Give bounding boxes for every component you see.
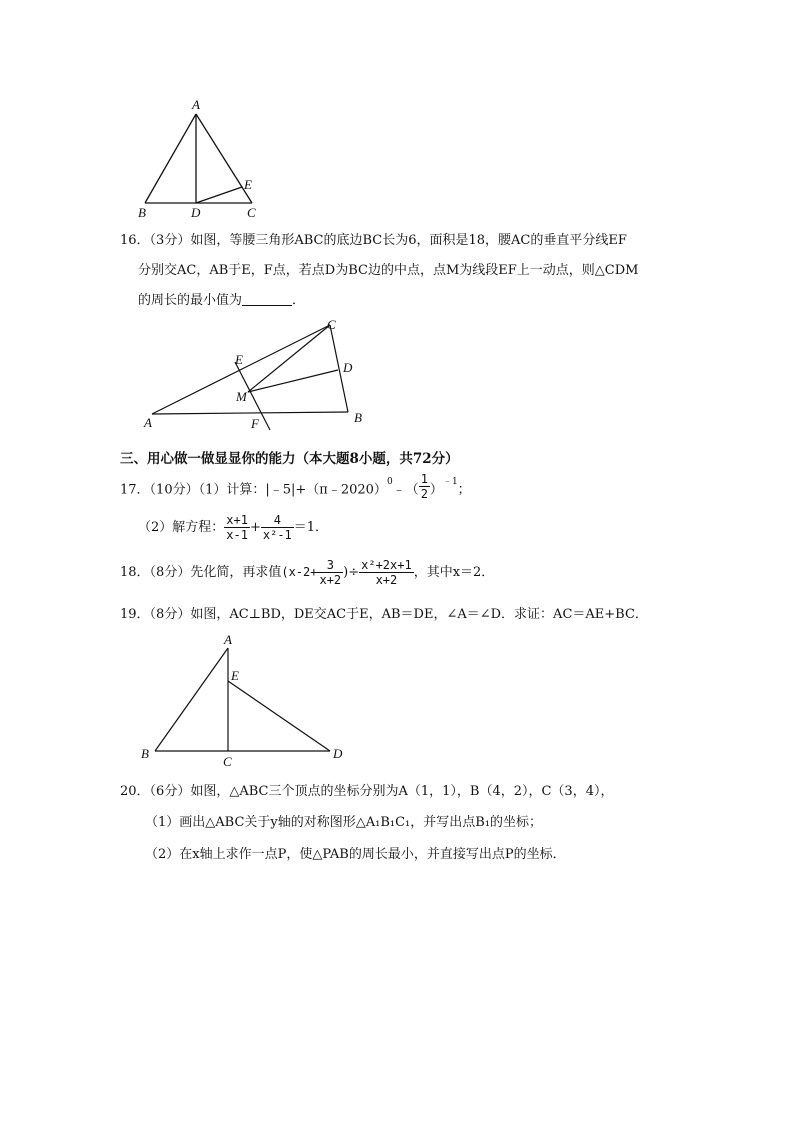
label-E: E (231, 668, 239, 683)
label-A: A (144, 415, 152, 430)
label-A: A (224, 632, 232, 647)
segment-AB (155, 648, 228, 751)
label-B: B (354, 410, 362, 425)
label-C: C (327, 317, 336, 332)
q16-period: ． (292, 293, 306, 308)
q20-part1: （1）画出△ABC关于y轴的对称图形△A₁B₁C₁，并写出点B₁的坐标； (145, 815, 543, 830)
label-E: E (235, 352, 243, 367)
q18-tail: ，其中x＝2． (413, 565, 495, 580)
q17-eq-end: ＝1． (293, 520, 329, 535)
q19-text: 如图，AC⊥BD，DE交AC于E，AB＝DE，∠A＝∠D．求证：AC＝AE+BC． (190, 607, 648, 622)
q19-number: 19． (120, 607, 150, 622)
q17-fraction: $\frac{1}{2}$ (420, 472, 428, 502)
q16-number: 16． (120, 233, 150, 248)
label-C: C (247, 205, 256, 220)
q17-score: （10分） (149, 482, 199, 498)
q17-eq-fraction-2: $\frac{4}{\text{x²-1}}$ (262, 513, 292, 542)
q17-exp-neg1: ﹣1 (442, 477, 458, 487)
q17-exp0: 0 (386, 477, 393, 487)
q17-part1-label: （1）计算： (198, 482, 266, 498)
q17-close: ） (429, 482, 443, 498)
label-D: D (333, 746, 343, 761)
label-F: F (251, 416, 259, 431)
q17-minus: ﹣（ (392, 482, 419, 498)
label-M: M (236, 389, 247, 404)
q16-line2: 分别交AC，AB于E，F点，若点D为BC边的中点，点M为线段EF上一动点，则△CDM (138, 263, 639, 278)
q17-part2-label: （2）解方程： (138, 520, 225, 535)
label-D: D (343, 360, 353, 375)
q18-number: 18． (120, 565, 150, 580)
q18-expr-open: (x-2+ (281, 565, 318, 579)
q17-expr-a: |﹣5|+（π﹣2020） (265, 482, 387, 498)
q17-end: ； (457, 482, 471, 498)
q16-score: （3分） (149, 233, 191, 248)
q18-score: （8分） (149, 565, 191, 580)
q18-expr-close: )÷ (343, 565, 360, 580)
q20-score: （6分） (149, 784, 191, 799)
q17-number: 17． (120, 482, 150, 498)
section-3-heading: 三、用心做一做显显你的能力（本大题8小题，共72分） (120, 451, 459, 467)
label-B: B (138, 205, 146, 220)
label-C: C (223, 754, 232, 769)
label-A: A (192, 97, 200, 112)
q16-text-3: 的周长的最小值为 (138, 293, 243, 308)
q20-part2: （2）在x轴上求作一点P，使△PAB的周长最小，并直接写出点P的坐标． (145, 847, 566, 862)
q20-line (120, 780, 613, 799)
label-E: E (244, 177, 252, 192)
q18-fraction-2: $\frac{\text{x²+2x+1}}{x+2}$ (361, 558, 412, 587)
q17-eq-fraction-1: $\frac{x+1}{x-1}$ (226, 513, 248, 542)
q17-plus: + (249, 520, 261, 535)
q18-fraction-1: $\frac{3}{x+2}$ (319, 558, 342, 587)
label-D: D (191, 205, 201, 220)
q19-score: （8分） (149, 607, 191, 622)
label-B: B (141, 746, 149, 761)
q20-text: 如图，△ABC三个顶点的坐标分别为A（1，1），B（4，2），C（3，4）， (190, 784, 614, 799)
segment-ED (228, 681, 330, 751)
q20-number: 20． (120, 784, 150, 799)
q18-text: 先化简，再求值 (190, 565, 282, 580)
q16-text-1: 如图，等腰三角形ABC的底边BC长为6，面积是18，腰AC的垂直平分线EF (190, 233, 627, 248)
